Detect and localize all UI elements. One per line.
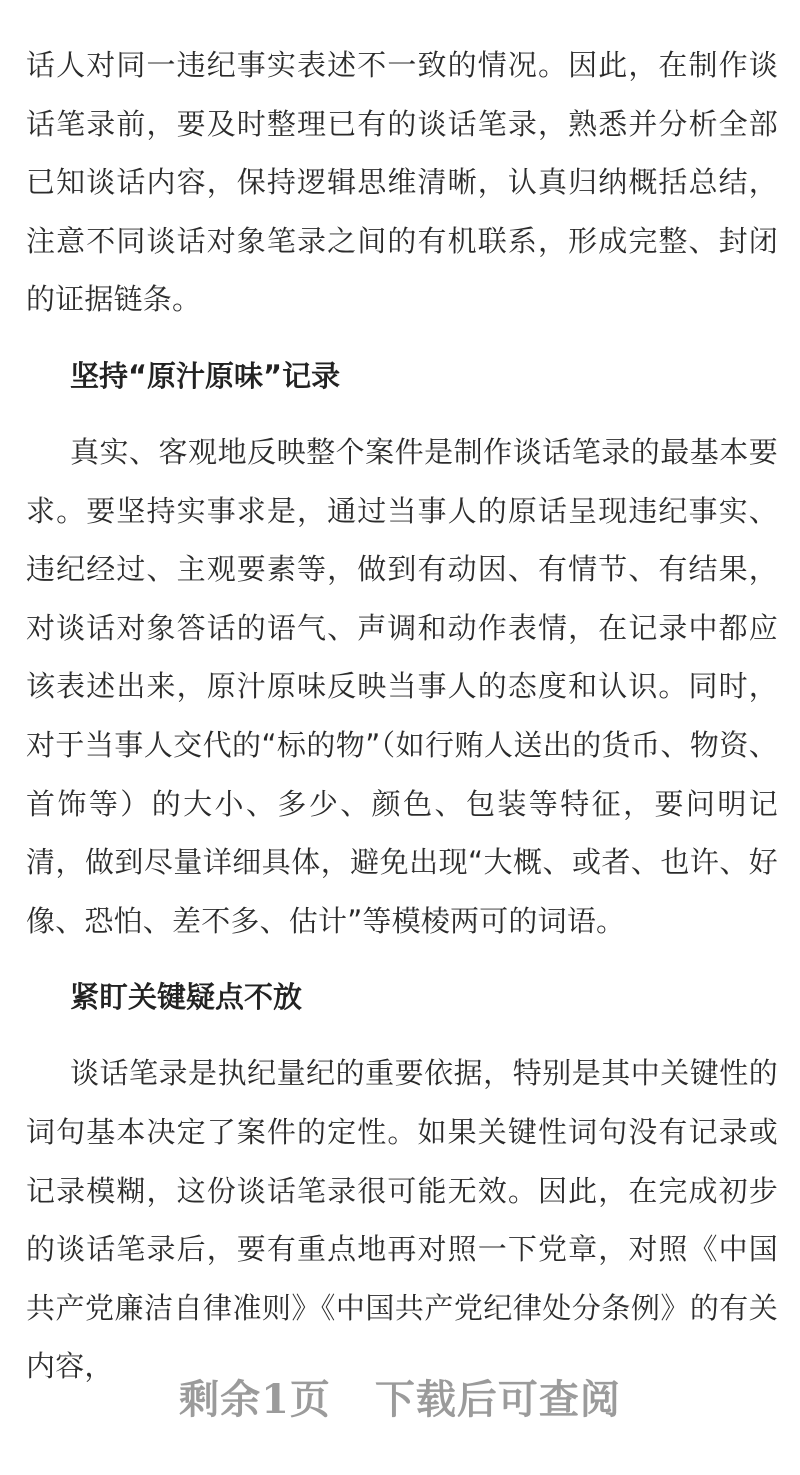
paragraph-2: 真实、客观地反映整个案件是制作谈话笔录的最基本要求。要坚持实事求是，通过当事人的原话呈现违纪事实、违纪经过、主观要素等，做到有动因、有情节、有结果，对谈话对象答话的语气、声调和动作表情，在记录中都应该表述出来，原汁原味反映当事人的态度和认识。同时，对于当事人交代的“标的物”（如行贿人送出的货币、物资、首饰等）的大小、多少、颜色、包装等特征，要问明记清，做到尽量详细具体，避免出现“大概、或者、也许、好像、恐怕、差不多、估计”等模棱两可的词语。 xyxy=(26,434,778,938)
paragraph-3: 谈话笔录是执纪量纪的重要依据，特别是其中关键性的词句基本决定了案件的定性。如果关键性词句没有记录或记录模糊，这份谈话笔录很可能无效。因此，在完成初步的谈话笔录后，要有重点地再对照一下党章，对照《中国共产党廉洁自律准则》《中国共产党纪律处分条例》的有关内容， xyxy=(26,1056,778,1384)
section-heading-2: 紧盯关键疑点不放 xyxy=(70,980,303,1015)
remaining-pages-label: 剩余1页 xyxy=(179,1376,331,1423)
section-heading-1: 坚持“原汁原味”记录 xyxy=(70,358,341,393)
document-body xyxy=(26,36,778,1414)
download-banner[interactable] xyxy=(0,1368,800,1425)
download-to-view-label[interactable]: 下载后可查阅 xyxy=(374,1376,621,1423)
paragraph-1: 话人对同一违纪事实表述不一致的情况。因此，在制作谈话笔录前，要及时整理已有的谈话笔录，熟悉并分析全部已知谈话内容，保持逻辑思维清晰，认真归纳概括总结，注意不同谈话对象笔录之间的有机联系，形成完整、封闭的证据链条。 xyxy=(26,48,778,317)
